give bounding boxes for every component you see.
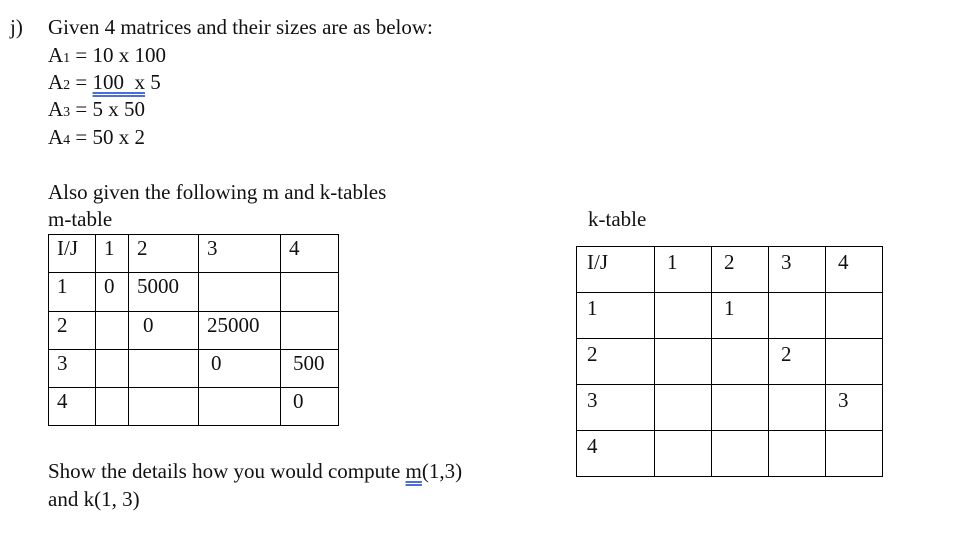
m-table-header-cell: 1 — [96, 235, 129, 273]
k-table-cell — [655, 293, 712, 339]
question-intro: Given 4 matrices and their sizes are as below: — [48, 15, 433, 39]
k-table-cell: 3 — [577, 385, 655, 431]
m-table-cell: 5000 — [129, 273, 199, 312]
k-table-cell — [655, 339, 712, 385]
k-table-header-cell: 3 — [769, 247, 826, 293]
m-table-cell — [281, 273, 339, 312]
k-table-cell — [826, 293, 883, 339]
k-table-row — [577, 293, 883, 339]
k-table-cell: 2 — [577, 339, 655, 385]
k-table-cell — [769, 385, 826, 431]
footer-line-2: and k(1, 3) — [48, 487, 140, 511]
k-table-cell: 4 — [577, 431, 655, 477]
k-table-cell: 3 — [826, 385, 883, 431]
question-label: j) — [10, 15, 23, 39]
m-table-cell: 0 — [199, 350, 281, 388]
m-table-header-cell: 3 — [199, 235, 281, 273]
m-table-cell — [96, 312, 129, 350]
k-table-row — [577, 431, 883, 477]
m-table-header-cell: 4 — [281, 235, 339, 273]
k-table-row — [577, 339, 883, 385]
k-table-cell — [712, 385, 769, 431]
k-table-cell — [655, 385, 712, 431]
m-table-cell — [129, 388, 199, 426]
k-table-cell — [712, 339, 769, 385]
also-given-text: Also given the following m and k-tables — [48, 180, 387, 204]
m-table-row — [49, 388, 339, 426]
k-table — [576, 246, 883, 477]
k-table-cell: 2 — [769, 339, 826, 385]
k-table-title: k-table — [588, 207, 647, 231]
m-table-cell: 0 — [281, 388, 339, 426]
k-table-row — [577, 385, 883, 431]
k-table-cell — [769, 293, 826, 339]
spellcheck-underline-a2: 100 x — [92, 70, 146, 94]
m-table-cell — [96, 350, 129, 388]
m-table-cell: 3 — [49, 350, 96, 388]
m-table — [48, 234, 339, 426]
m-table-row — [49, 312, 339, 350]
m-table-title: m-table — [48, 207, 113, 231]
m-table-cell: 2 — [49, 312, 96, 350]
m-table-row — [49, 350, 339, 388]
k-table-cell — [826, 339, 883, 385]
m-table-header-cell: I/J — [49, 235, 96, 273]
m-table-cell — [129, 350, 199, 388]
m-table-cell: 500 — [281, 350, 339, 388]
footer-line-1: Show the details how you would compute m(1,3) — [48, 459, 463, 483]
k-table-header-row — [577, 247, 883, 293]
m-table-cell: 1 — [49, 273, 96, 312]
spellcheck-underline-m: m — [405, 459, 422, 483]
m-table-cell: 0 — [129, 312, 199, 350]
m-table-cell: 0 — [96, 273, 129, 312]
matrix-a1: A1 = 10 x 100 — [48, 43, 167, 67]
m-table-cell — [281, 312, 339, 350]
m-table-row — [49, 273, 339, 312]
matrix-a2: A2 = 100 x 5 — [48, 70, 161, 94]
m-table-cell — [96, 388, 129, 426]
k-table-cell — [769, 431, 826, 477]
k-table-header-cell: 1 — [655, 247, 712, 293]
m-table-cell — [199, 273, 281, 312]
k-table-cell: 1 — [712, 293, 769, 339]
k-table-cell — [826, 431, 883, 477]
matrix-a4: A4 = 50 x 2 — [48, 125, 146, 149]
k-table-header-cell: 2 — [712, 247, 769, 293]
k-table-header-cell: I/J — [577, 247, 655, 293]
m-table-header-cell: 2 — [129, 235, 199, 273]
k-table-cell — [712, 431, 769, 477]
k-table-cell: 1 — [577, 293, 655, 339]
m-table-cell: 25000 — [199, 312, 281, 350]
m-table-header-row — [49, 235, 339, 273]
matrix-a3: A3 = 5 x 50 — [48, 97, 146, 121]
m-table-cell: 4 — [49, 388, 96, 426]
k-table-cell — [655, 431, 712, 477]
k-table-header-cell: 4 — [826, 247, 883, 293]
m-table-cell — [199, 388, 281, 426]
